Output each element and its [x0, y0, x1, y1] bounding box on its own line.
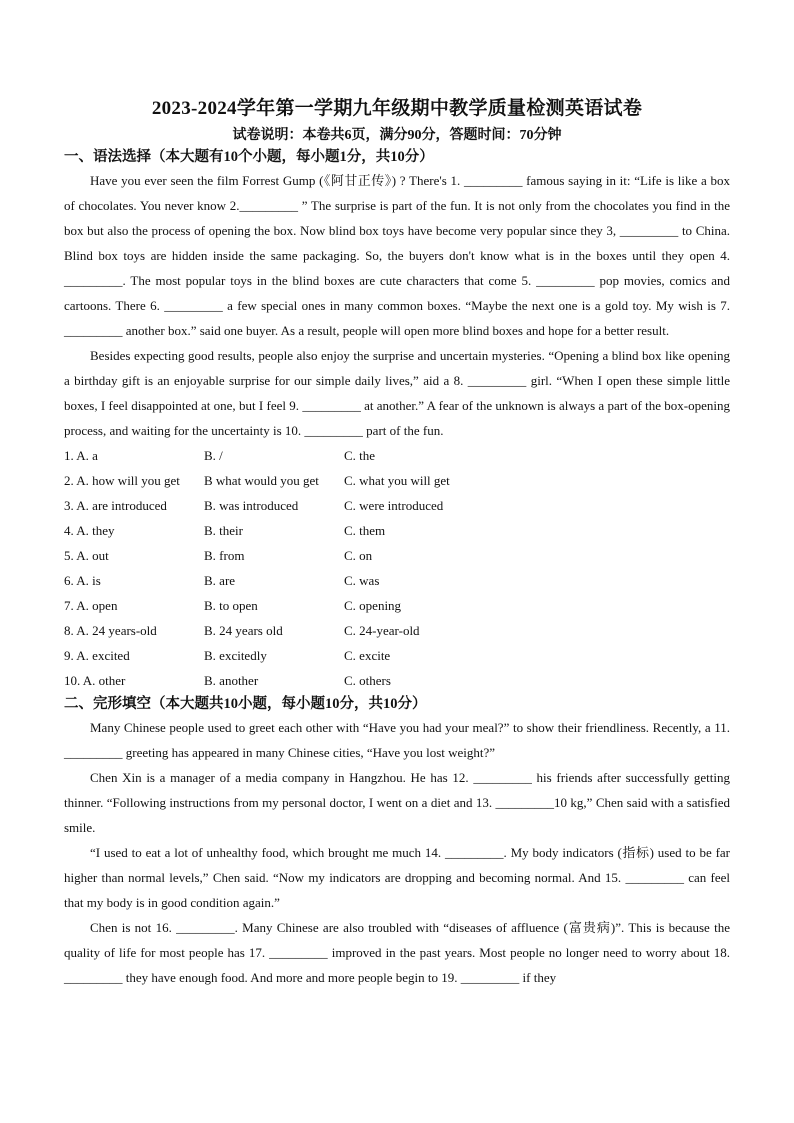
option-b: B. are: [204, 573, 236, 588]
option-c: C. excite: [344, 648, 391, 663]
option-a: 7. A. open: [64, 598, 118, 613]
exam-instructions: 试卷说明：本卷共6页，满分90分，答题时间：70分钟: [232, 128, 562, 143]
option-a: 10. A. other: [64, 673, 126, 688]
option-c: C. the: [344, 448, 376, 463]
passage-paragraph-2: Besides expecting good results, people also enjoy the surprise and uncertain mysteries. “Opening a blind box like opening a birthday gift is an enjoyable surprise for our simple daily lives,” aid a 8. _________ girl. “When I open these simple little boxes, I feel disappointed at one, but I feel 9. _________ at another.” A fear of the unknown is always a part of the box-opening process, and waiting for the uncertainty is 10. _________ part of the fun.: [64, 348, 730, 438]
question-options-row: [64, 568, 730, 593]
question-options-row: [64, 618, 730, 643]
option-a: 9. A. excited: [64, 648, 130, 663]
exam-title: 2023-2024学年第一学期九年级期中教学质量检测英语试卷: [151, 98, 643, 119]
question-options-row: [64, 443, 730, 468]
question-options-row: [64, 518, 730, 543]
option-c: C. what you will get: [344, 473, 450, 488]
option-a: 2. A. how will you get: [64, 473, 180, 488]
question-options-row: [64, 543, 730, 568]
question-options-row: [64, 593, 730, 618]
option-a: 5. A. out: [64, 548, 109, 563]
option-a: 6. A. is: [64, 573, 101, 588]
passage-paragraph-1: Have you ever seen the film Forrest Gump (《阿甘正传》) ? There's 1. _________ famous saying in it: “Life is like a box of chocolates. You never know 2._________ ” The surprise is part of the fun. It is not only from the chocolates you find in the box but also the process of opening the box. Now blind box toys have become very popular since they 3, _________ to China. Blind box toys are hidden inside the same packaging. So, the buyers don't know what is in the boxes until they open 4. _________. The most popular toys in the blind boxes are cute characters that come 5. _________ pop movies, comics and cartoons. There 6. _________ a few special ones in many common boxes. “Maybe the next one is a gold toy. My wish is 7. _________ another box.” said one buyer. As a result, people will open more blind boxes and hope for a better result.: [64, 173, 730, 338]
option-c: C. opening: [344, 598, 402, 613]
option-b: B. was introduced: [204, 498, 299, 513]
section-cloze-heading: 二、完形填空（本大题共10小题，每小题10分，共10分）: [64, 696, 427, 712]
exam-page: [64, 96, 730, 990]
option-b: B. /: [204, 448, 223, 463]
option-b: B. to open: [204, 598, 258, 613]
option-c: C. others: [344, 673, 391, 688]
option-b: B. excitedly: [204, 648, 267, 663]
grammar-options-list: [64, 443, 730, 693]
cloze-paragraph-4: Chen is not 16. _________. Many Chinese are also troubled with “diseases of affluence (富贵病)”. This is because the quality of life for most people has 17. _________ improved in the past years. Most people no longer need to worry about 18. _________ they have enough food. And more and more people begin to 19. _________ if they: [64, 920, 730, 985]
option-b: B what would you get: [204, 473, 319, 488]
option-c: C. was: [344, 573, 380, 588]
option-b: B. from: [204, 548, 245, 563]
cloze-paragraph-2: Chen Xin is a manager of a media company in Hangzhou. He has 12. _________ his friends after successfully getting thinner. “Following instructions from my personal doctor, I went on a diet and 13. _________10 kg,” Chen said with a satisfied smile.: [64, 770, 730, 835]
question-options-row: [64, 468, 730, 493]
cloze-paragraph-3: “I used to eat a lot of unhealthy food, which brought me much 14. _________. My body indicators (指标) used to be far higher than normal levels,” Chen said. “Now my indicators are dropping and becoming normal. And 15. _________ can feel that my body is in good condition again.”: [64, 845, 730, 910]
option-c: C. were introduced: [344, 498, 444, 513]
option-b: B. 24 years old: [204, 623, 283, 638]
question-options-row: [64, 668, 730, 693]
question-options-row: [64, 493, 730, 518]
option-a: 8. A. 24 years-old: [64, 623, 157, 638]
option-c: C. 24-year-old: [344, 623, 420, 638]
option-c: C. them: [344, 523, 386, 538]
option-b: B. their: [204, 523, 243, 538]
option-a: 3. A. are introduced: [64, 498, 167, 513]
option-b: B. another: [204, 673, 259, 688]
option-c: C. on: [344, 548, 373, 563]
section-grammar-heading: 一、语法选择（本大题有10个小题，每小题1分，共10分）: [64, 149, 434, 165]
cloze-paragraph-1: Many Chinese people used to greet each other with “Have you had your meal?” to show their friendliness. Recently, a 11. _________ greeting has appeared in many Chinese cities, “Have you lost weight?”: [64, 720, 730, 760]
option-a: 4. A. they: [64, 523, 115, 538]
question-options-row: [64, 643, 730, 668]
option-a: 1. A. a: [64, 448, 98, 463]
